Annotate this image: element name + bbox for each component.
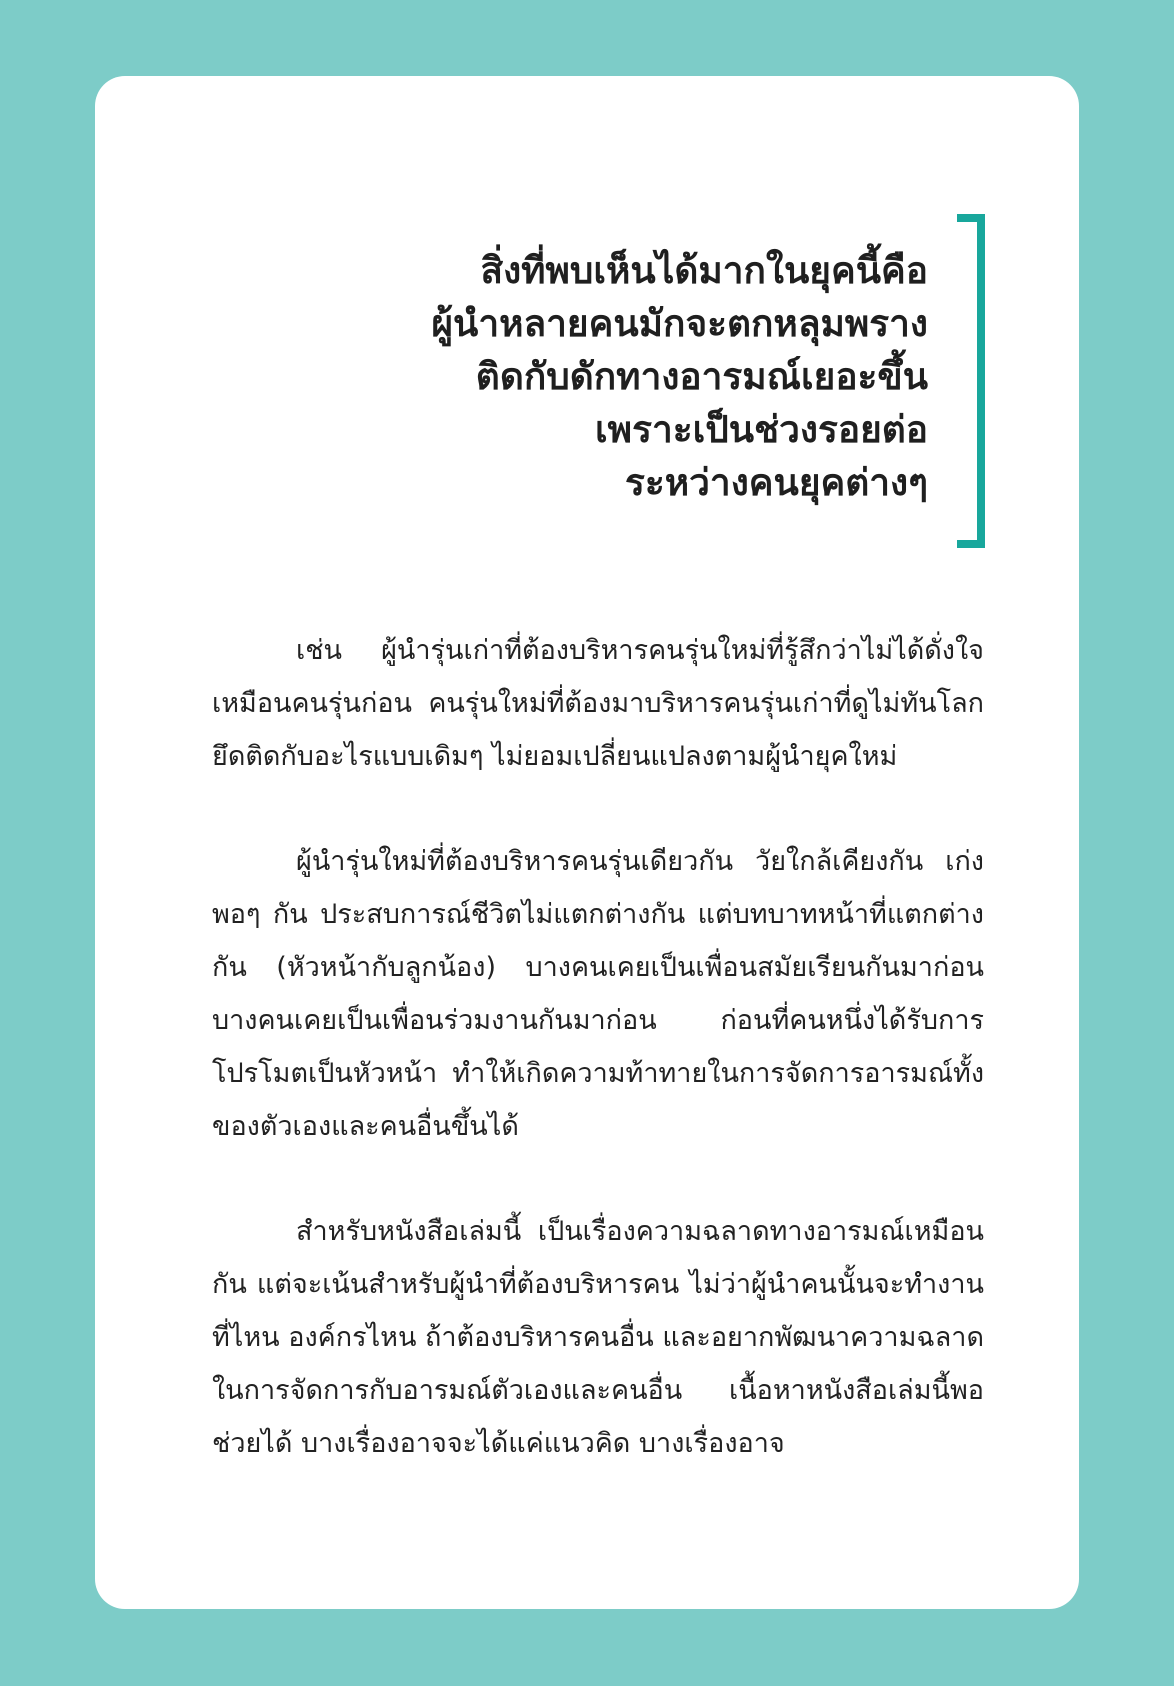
pull-quote-line: สิ่งที่พบเห็นได้มากในยุคนี้คือ xyxy=(480,249,928,292)
body-text xyxy=(212,624,984,1522)
quote-bracket-decoration xyxy=(957,214,985,548)
pull-quote-line: เพราะเป็นช่วงรอยต่อ xyxy=(595,408,928,451)
body-paragraph: เช่น ผู้นำรุ่นเก่าที่ต้องบริหารคนรุ่นใหม่ที่รู้สึกว่าไม่ได้ดั่งใจเหมือนคนรุ่นก่อน คนรุ่นใหม่ที่ต้องมาบริหารคนรุ่นเก่าที่ดูไม่ทันโลก ยึดติดกับอะไรแบบเดิมๆ ไม่ยอมเปลี่ยนแปลงตามผู้นำยุคใหม่ xyxy=(212,635,984,772)
body-paragraph: ผู้นำรุ่นใหม่ที่ต้องบริหารคนรุ่นเดียวกัน วัยใกล้เคียงกัน เก่งพอๆ กัน ประสบการณ์ชีวิตไม่แตกต่างกัน แต่บทบาทหน้าที่แตกต่างกัน (หัวหน้ากับลูกน้อง) บางคนเคยเป็นเพื่อนสมัยเรียนกันมาก่อน บางคนเคยเป็นเพื่อนร่วมงานกันมาก่อน ก่อนที่คนหนึ่งได้รับการโปรโมตเป็นหัวหน้า ทำให้เกิดความท้าทายในการจัดการอารมณ์ทั้งของตัวเองและคนอื่นขึ้นได้ xyxy=(212,846,984,1142)
pull-quote-line: ผู้นำหลายคนมักจะตกหลุมพราง xyxy=(431,302,928,345)
pull-quote-line: ระหว่างคนยุคต่างๆ xyxy=(625,461,928,504)
pull-quote-line: ติดกับดักทางอารมณ์เยอะขึ้น xyxy=(475,355,928,398)
pull-quote xyxy=(300,244,928,509)
body-paragraph: สำหรับหนังสือเล่มนี้ เป็นเรื่องความฉลาดทางอารมณ์เหมือนกัน แต่จะเน้นสำหรับผู้นำที่ต้องบริหารคน ไม่ว่าผู้นำคนนั้นจะทำงานที่ไหน องค์กรไหน ถ้าต้องบริหารคนอื่น และอยากพัฒนาความฉลาดในการจัดการกับอารมณ์ตัวเองและคนอื่น เนื้อหาหนังสือเล่มนี้พอช่วยได้ บางเรื่องอาจจะได้แค่แนวคิด บางเรื่องอาจ xyxy=(212,1216,984,1459)
